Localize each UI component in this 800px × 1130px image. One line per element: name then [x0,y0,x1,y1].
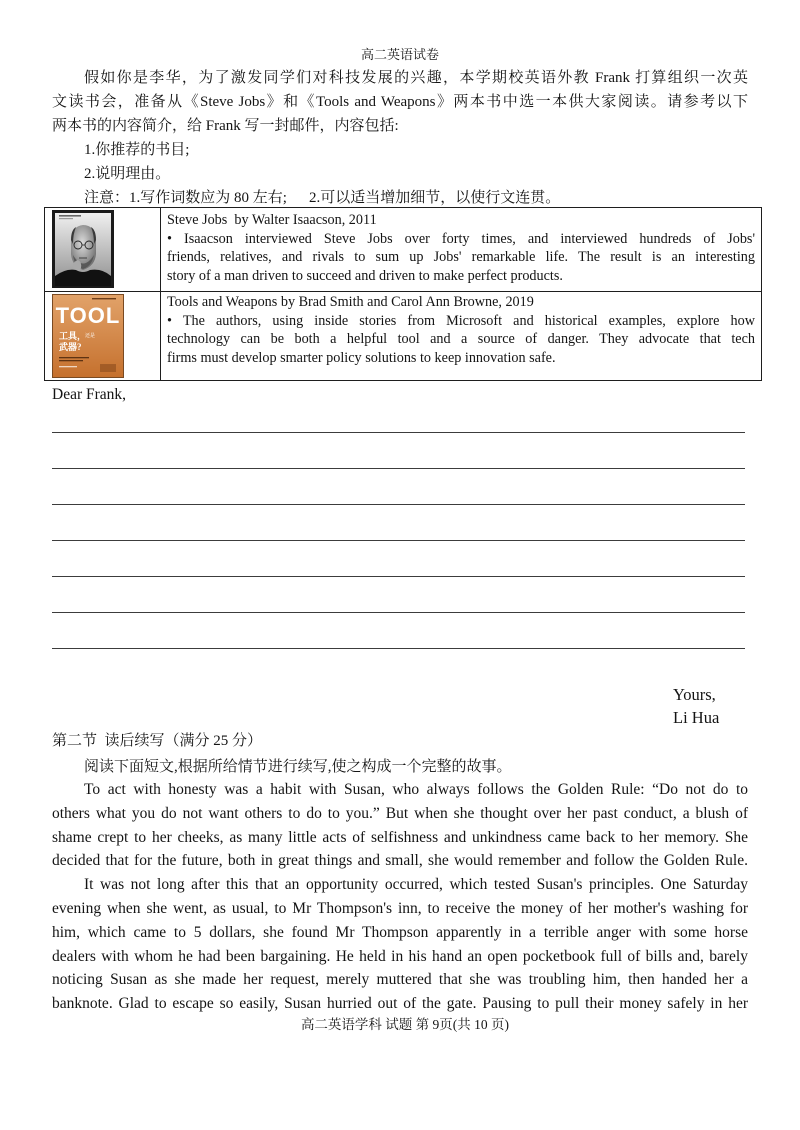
writing-line [52,576,745,577]
letter-closing: Yours, [673,685,716,704]
requirement-item: 1.你推荐的书目; [84,142,190,158]
story-line: him, which came to 5 dollars, she found Mr Thompson apparently in a terrible anger with some horse [52,923,748,941]
book-summary-line: • Isaacson interviewed Steve Jobs over forty times, and interviewed hundreds of Jobs' [167,230,755,247]
cover-publisher-mark [100,364,116,372]
book-summary-line: firms must develop smarter policy solutions to keep innovation safe. [167,350,556,367]
cover-big-word: TOOL [55,303,121,328]
cover-text-bar [59,357,89,358]
requirement-item: 2.说明理由。 [84,166,171,182]
letter-salutation: Dear Frank, [52,386,127,403]
story-line: others what you do not want others to do to you.” But when she thought over her past conduct, a blush of [52,804,748,822]
cover-cn-line: 武器? [59,342,82,352]
story-line: shame crept to her cheeks, as many little acts of selfishness and unkindness came back to her memory. She [52,828,748,846]
prompt-line: 假如你是李华，为了激发同学们对科技发展的兴趣，本学期校英语外教 Frank 打算组织一次英 [84,70,748,86]
book-summary-line: friends, relatives, and rivals to sum up Jobs' remarkable life. The result is an interesting [167,249,755,266]
writing-line [52,468,745,469]
prompt-line: 两本书的内容简介，给 Frank 写一封邮件，内容包括: [52,118,399,134]
cover-cn-line: 工具， [59,331,87,341]
portrait-turtleneck [55,270,111,286]
book-summary-line: technology can be both a helpful tool and a source of danger. They advocate that tech [167,331,755,348]
writing-prompt [52,66,748,210]
cover-title-bar [59,215,81,217]
letter-signature: Li Hua [673,708,720,727]
cover-cn-line: 还是 [85,334,96,339]
writing-line [52,504,745,505]
table-row-divider [45,291,761,292]
story-line: It was not long after this that an opportunity occurred, which tested Susan's principles. One Saturday [84,876,748,894]
book-summary-line: • The authors, using inside stories from Microsoft and historical examples, explore how [167,312,755,329]
table-column-divider [160,208,161,380]
note-item: 2.可以适当增加细节，以使行文连贯。 [308,190,561,206]
story-line: evening when she went, as usual, to Mr Thompson's inn, to receive the money of her mother's washing for [52,899,748,917]
book-summary-line: story of a man driven to succeed and driven to make perfect products. [167,268,563,285]
writing-line [52,648,745,649]
story-line: decided that for the future, both in great things and small, she would remember and follow the Golden Rule. [52,852,748,870]
page-header: 高二英语试卷 [360,47,439,62]
book-heading: Steve Jobs by Walter Isaacson, 2011 [167,212,377,228]
story-line: dealers with whom he had been bargaining. He held in his hand an open pocketbook full of bills and, barely [52,947,748,965]
section-instruction: 阅读下面短文,根据所给情节进行续写,使之构成一个完整的故事。 [84,759,512,775]
writing-line [52,540,745,541]
book-heading: Tools and Weapons by Brad Smith and Carol Ann Browne, 2019 [167,294,534,310]
story-line: noticing Susan as she made her request, merely muttered that she was troubling him, then handed her a [52,971,748,989]
writing-line [52,432,745,433]
cover-text-bar [59,366,77,367]
cover-top-bar [92,298,116,299]
book-cover-tools-and-weapons [52,294,124,378]
section-heading: 第二节 读后续写（满分 25 分） [52,733,263,749]
book-table [44,207,762,381]
page-footer: 高二英语学科 试题 第 9页(共 10 页) [300,1017,510,1032]
prompt-line: 文读书会，准备从《Steve Jobs》和《Tools and Weapons》两本书中选一本供大家阅读。请参考以下 [52,94,748,110]
cover-text-bar [59,360,83,361]
cover-author-bar [59,218,73,219]
book-description-steve-jobs [167,211,755,286]
note-label: 注意： [84,190,130,206]
book-description-tools-and-weapons [167,293,755,368]
story-text [52,778,748,1016]
book-cover-steve-jobs [52,210,114,288]
story-line: banknote. Glad to escape so easily, Susan hurried out of the gate. Pausing to pull their money safely in her [52,995,748,1013]
story-line: To act with honesty was a habit with Susan, who always follows the Golden Rule: “Do not do to [84,781,748,798]
note-item: 1.写作词数应为 80 左右; [129,190,287,206]
writing-line [52,612,745,613]
